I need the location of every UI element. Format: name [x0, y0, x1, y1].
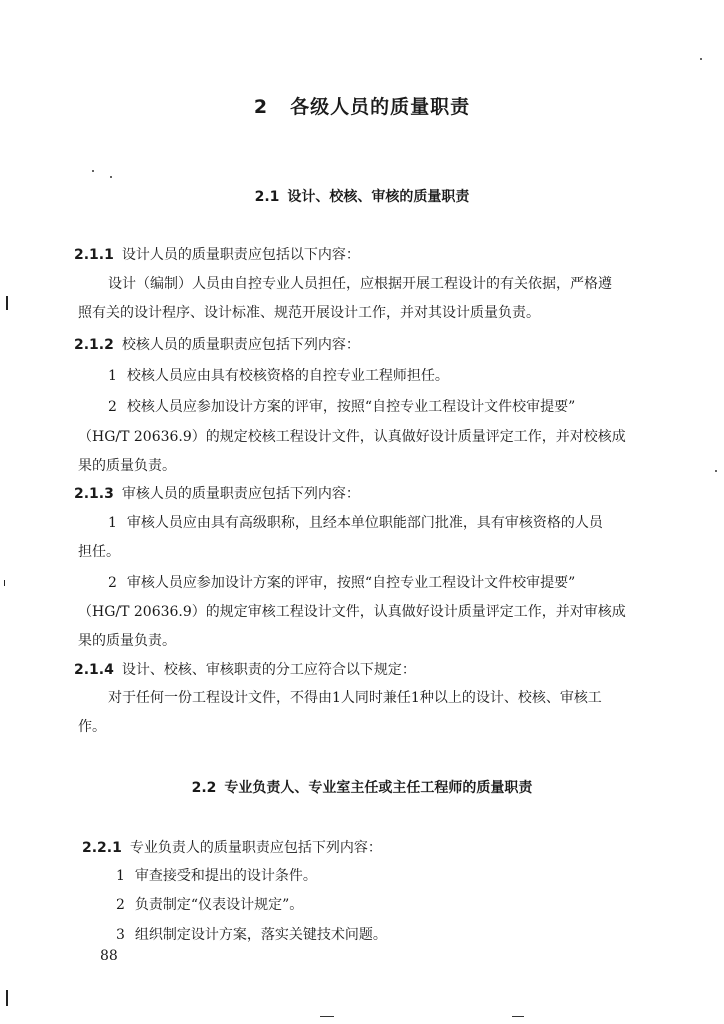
clause-number: 2.1.4 [74, 662, 114, 678]
list-item-text: 审查接受和提出的设计条件。 [134, 868, 317, 884]
list-item-text: 校核人员应由具有校核资格的自控专业工程师担任。 [126, 368, 449, 384]
clause-heading-text: 校核人员的质量职责应包括下列内容： [121, 337, 360, 353]
list-item [116, 925, 387, 945]
clause-heading-text: 设计人员的质量职责应包括以下内容： [121, 247, 360, 263]
list-item-number: 1 [108, 515, 117, 531]
scan-speck [320, 1016, 334, 1017]
section-title: 专业负责人、专业室主任或主任工程师的质量职责 [224, 780, 533, 796]
clause-number: 2.1.2 [74, 337, 114, 353]
clause-heading-text: 审核人员的质量职责应包括下列内容： [121, 486, 360, 502]
paragraph-line: 作。 [78, 719, 106, 735]
clause-heading [82, 838, 382, 858]
clause-heading-text: 专业负责人的质量职责应包括下列内容： [129, 840, 382, 856]
scan-speck [110, 176, 112, 178]
scan-edge-mark [6, 990, 8, 1006]
paragraph-line: 果的质量负责。 [78, 458, 176, 474]
list-item [108, 513, 603, 533]
list-item [108, 397, 575, 417]
paragraph-line: （HG/T 20636.9）的规定审核工程设计文件，认真做好设计质量评定工作，并对审核成 [78, 604, 626, 620]
section-heading [0, 777, 724, 797]
list-item-number: 1 [116, 868, 125, 884]
list-item-number: 2 [108, 575, 117, 591]
clause-heading [74, 484, 360, 504]
list-item-text: 校核人员应参加设计方案的评审，按照“自控专业工程设计文件校审提要” [126, 399, 576, 415]
list-item-text: 审核人员应由具有高级职称，且经本单位职能部门批准，具有审核资格的人员 [126, 515, 603, 531]
scan-edge-mark [6, 296, 8, 310]
paragraph-line: 对于任何一份工程设计文件，不得由1人同时兼任1种以上的设计、校核、审核工 [108, 690, 602, 706]
scan-speck [512, 1016, 524, 1017]
clause-heading-text: 设计、校核、审核职责的分工应符合以下规定： [121, 662, 416, 678]
scan-speck [715, 470, 717, 472]
clause-heading [74, 245, 360, 265]
scan-speck [92, 170, 94, 172]
list-item-number: 3 [116, 927, 125, 943]
clause-heading [74, 660, 416, 680]
chapter-title: 各级人员的质量职责 [290, 96, 471, 118]
clause-number: 2.2.1 [82, 840, 122, 856]
list-item [108, 366, 449, 386]
section-heading [0, 186, 724, 206]
paragraph-line: 担任。 [78, 544, 120, 560]
clause-heading [74, 335, 360, 355]
section-number: 2.1 [254, 189, 280, 205]
paragraph-line: （HG/T 20636.9）的规定校核工程设计文件，认真做好设计质量评定工作，并对校核成 [78, 429, 626, 445]
clause-number: 2.1.1 [74, 247, 114, 263]
scan-edge-mark [4, 580, 5, 586]
list-item-number: 2 [116, 897, 125, 913]
list-item [116, 895, 303, 915]
page-number: 88 [100, 948, 118, 964]
section-title: 设计、校核、审核的质量职责 [287, 189, 470, 205]
paragraph-line: 设计（编制）人员由自控专业人员担任，应根据开展工程设计的有关依据，严格遵 [108, 276, 612, 292]
list-item-text: 负责制定“仪表设计规定”。 [134, 897, 304, 913]
chapter-heading [0, 92, 724, 119]
scan-speck [700, 58, 702, 60]
clause-number: 2.1.3 [74, 486, 114, 502]
list-item [108, 573, 575, 593]
list-item-number: 1 [108, 368, 117, 384]
list-item [116, 866, 317, 886]
list-item-number: 2 [108, 399, 117, 415]
list-item-text: 审核人员应参加设计方案的评审，按照“自控专业工程设计文件校审提要” [126, 575, 576, 591]
chapter-number: 2 [253, 96, 269, 118]
paragraph-line: 照有关的设计程序、设计标准、规范开展设计工作，并对其设计质量负责。 [78, 305, 540, 321]
list-item-text: 组织制定设计方案，落实关键技术问题。 [134, 927, 387, 943]
section-number: 2.2 [191, 780, 217, 796]
paragraph-line: 果的质量负责。 [78, 633, 176, 649]
